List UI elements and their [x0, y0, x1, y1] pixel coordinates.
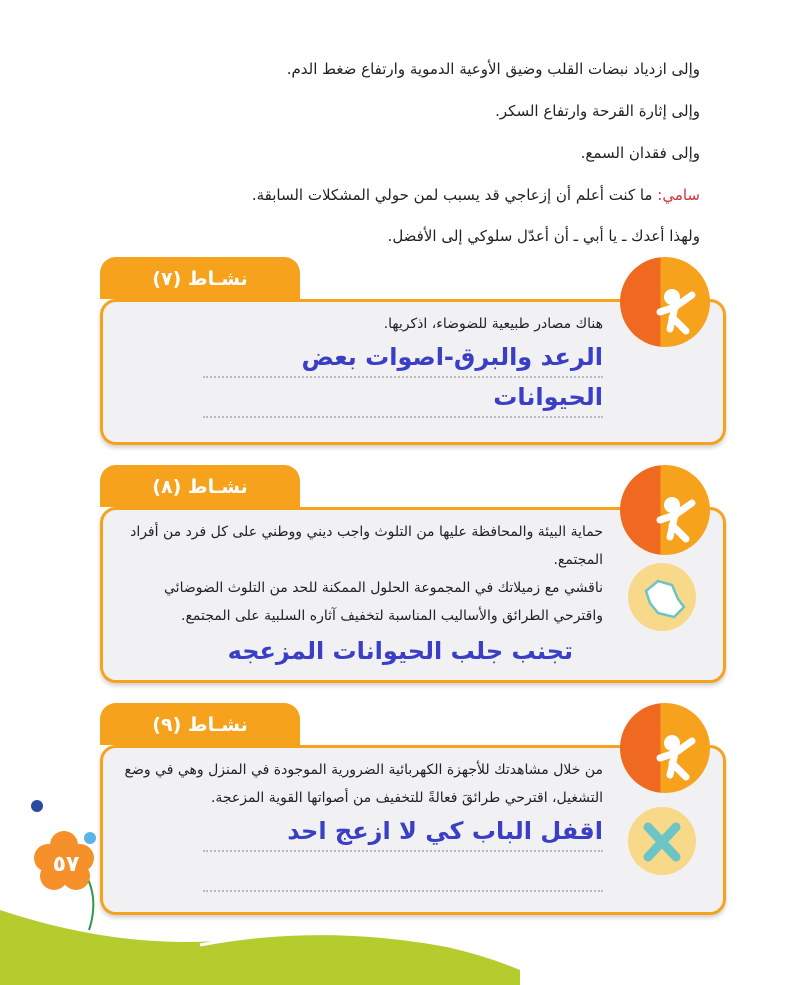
speaker-text: ما كنت أعلم أن إزعاجي قد يسبب لمن حولي المشكلات السابقة.	[251, 186, 653, 204]
speaker-name: سامي:	[657, 186, 700, 204]
activity-8-title: نشـاط (٨)	[100, 465, 300, 507]
activity-7-question: هناك مصادر طبيعية للضوضاء، اذكريها.	[383, 316, 603, 332]
tools-icon	[628, 807, 696, 875]
activity-icon	[620, 465, 710, 555]
answer-line	[203, 338, 603, 378]
activity-8-answer: تجنب جلب الحيوانات المزعجه	[227, 637, 573, 665]
intro-line: وإلى ازدياد نبضات القلب وضيق الأوعية الدموية وارتفاع ضغط الدم.	[286, 60, 700, 78]
activity-9-title: نشـاط (٩)	[100, 703, 300, 745]
answer-line	[203, 812, 603, 852]
activity-8-task: ناقشي مع زميلاتك في المجموعة الحلول الممكنة للحد من التلوث الضوضائي واقترحي الطرائق والأساليب المناسبة لتخفيف آثاره السلبية على المجتمع.	[164, 580, 603, 624]
map-icon	[628, 563, 696, 631]
activity-7-answer: الحيوانات	[493, 383, 603, 411]
activity-9-answer: اقفل الباب كي لا ازعج احد	[287, 817, 603, 845]
activity-8	[100, 465, 740, 683]
activity-7-answer: الرعد والبرق-اصوات بعض	[301, 343, 603, 371]
activities	[100, 257, 740, 935]
activity-9	[100, 703, 740, 915]
activity-icon	[620, 257, 710, 347]
answer-line	[203, 852, 603, 892]
intro-line: ولهذا أعدك ـ يا أبي ـ أن أعدّل سلوكي إلى الأفضل.	[387, 227, 700, 245]
dialogue-line	[252, 186, 700, 204]
activity-icon	[620, 703, 710, 793]
intro-line: وإلى فقدان السمع.	[580, 144, 700, 162]
intro-line: وإلى إثارة القرحة وارتفاع السكر.	[495, 102, 700, 120]
page-number: ٥٧	[52, 852, 80, 877]
activity-7-title: نشـاط (٧)	[100, 257, 300, 299]
activity-8-text: حماية البيئة والمحافظة عليها من التلوث واجب ديني ووطني على كل فرد من أفراد المجتمع.	[130, 524, 603, 568]
answer-line	[203, 378, 603, 418]
activity-7	[100, 257, 740, 445]
activity-9-text: من خلال مشاهدتك للأجهزة الكهربائية الضرورية الموجودة في المنزل وهي في وضع التشغيل، اقترحي طرائقَ فعالةً للتخفيف من أصواتها القوية المزعجة.	[124, 762, 603, 806]
